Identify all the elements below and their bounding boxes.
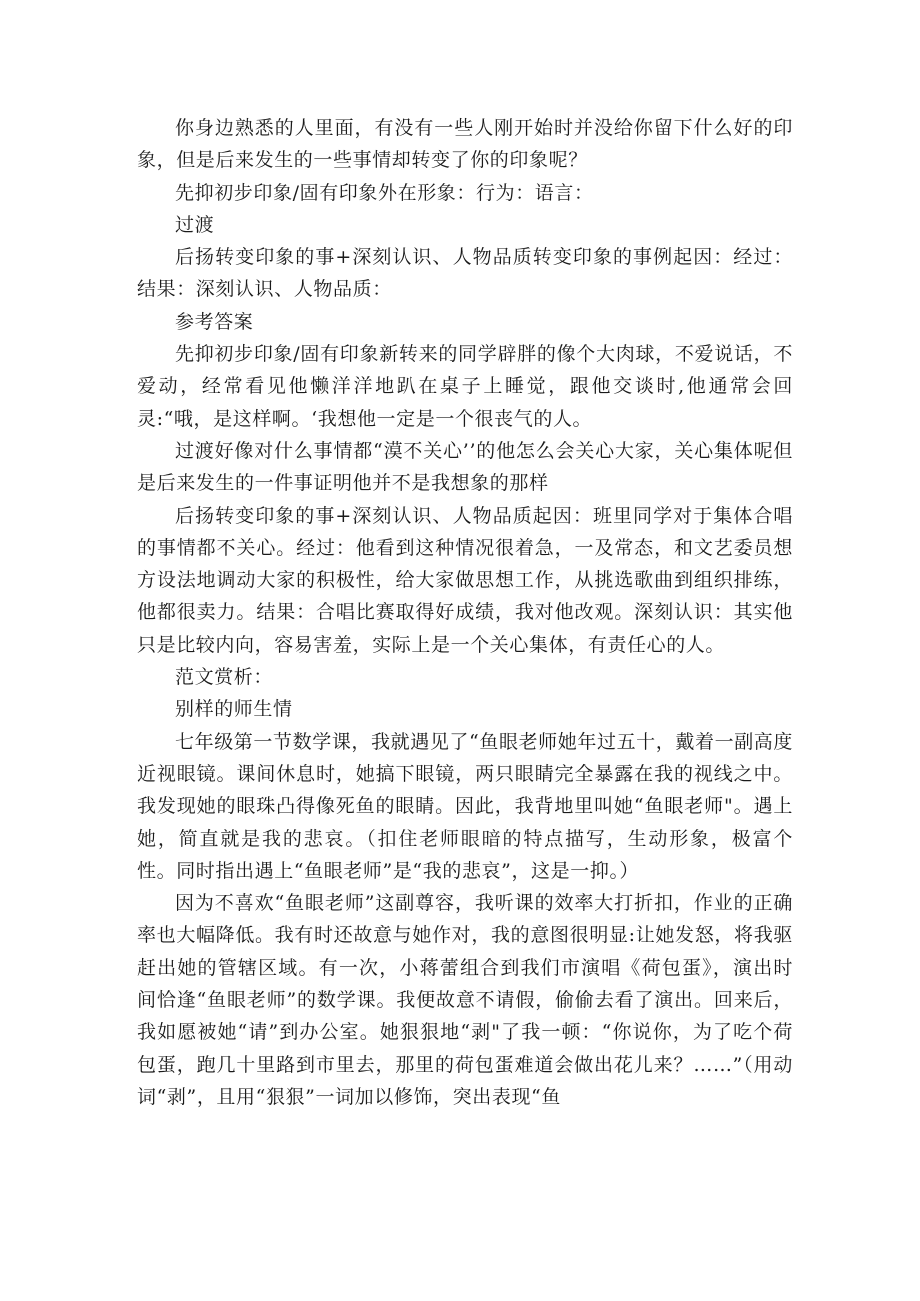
paragraph-answer-praise: 后扬转变印象的事+深刻认识、人物品质起因：班里同学对于集体合唱的事情都不关心。经过：他看到这种情况很着急，一及常态，和文艺委员想方设法地调动大家的积极性，给大家做思想工作，从挑选歌曲到组织排练，他都很卖力。结果：合唱比赛取得好成绩，我对他改观。深刻认识：其实他只是比较内向，容易害羞，实际上是一个关心集体，有责任心的人。 (137, 504, 793, 656)
paragraph-answer-suppress: 先抑初步印象/固有印象新转来的同学辟胖的像个大肉球，不爱说话，不爱动，经常看见他懒洋洋地趴在桌子上睡觉，跟他交谈时,他通常会回灵:“哦，是这样啊。‘我想他一定是一个很丧气的人。 (137, 343, 793, 430)
paragraph-outline-transition: 过渡 (175, 213, 215, 236)
heading-model-essay: 范文赏析： (175, 666, 274, 689)
heading-reference-answer: 参考答案 (175, 310, 254, 333)
paragraph-outline-suppress: 先抑初步印象/固有印象外在形象：行为：语言： (175, 181, 594, 204)
essay-title: 别样的师生情 (175, 698, 293, 721)
document-body (137, 112, 793, 1113)
essay-paragraph-2: 因为不喜欢“鱼眼老师”这副尊容，我听课的效率大打折扣，作业的正确率也大幅降低。我有时还故意与她作对，我的意图很明显:让她发怒，将我驱赶出她的管辖区域。有一次，小蒋蕾组合到我们市演唱《荷包蛋》，演出时间恰逢“鱼眼老师”的数学课。我便故意不请假，偷偷去看了演出。回来后，我如愿被她“请”到办公室。她狠狠地“剥"了我一顿：“你说你，为了吃个荷包蛋，跑几十里路到市里去，那里的荷包蛋难道会做出花儿来？……”（用动词“剥”，且用“狠狠”一词加以修饰，突出表现“鱼 (137, 892, 793, 1108)
paragraph-outline-praise: 后扬转变印象的事+深刻认识、人物品质转变印象的事例起因：经过：结果：深刻认识、人物品质： (137, 246, 793, 301)
paragraph-answer-transition: 过渡好像对什么事情都“漠不关心’’的他怎么会关心大家，关心集体呢但是后来发生的一件事证明他并不是我想象的那样 (137, 439, 793, 495)
paragraph-intro-question: 你身边熟悉的人里面，有没有一些人刚开始时并没给你留下什么好的印象，但是后来发生的一些事情却转变了你的印象呢？ (137, 117, 793, 172)
essay-paragraph-1: 七年级第一节数学课，我就遇见了“鱼眼老师她年过五十，戴着一副高度近视眼镜。课间休息时，她搞下眼镜，两只眼睛完全暴露在我的视线之中。我发现她的眼珠凸得像死鱼的眼睛。因此，我背地里叫她“鱼眼老师"。遇上她，简直就是我的悲哀。（扣住老师眼暗的特点描写，生动形象，极富个性。同时指出遇上“鱼眼老师”是“我的悲哀”，这是一抑。） (137, 730, 793, 882)
